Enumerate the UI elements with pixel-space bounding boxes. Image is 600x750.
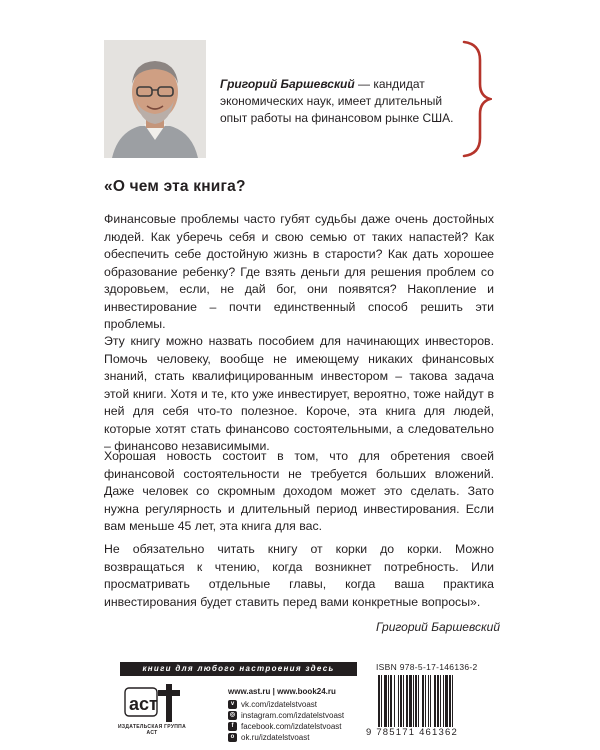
- barcode: [376, 675, 486, 727]
- barcode-bar: [398, 675, 399, 727]
- barcode-bar: [437, 675, 439, 727]
- instagram-icon: ◎: [229, 712, 236, 718]
- barcode-bar: [452, 675, 453, 727]
- social-link-text: instagram.com/izdatelstvoast: [241, 711, 345, 720]
- barcode-bar: [390, 675, 392, 727]
- social-link-text: facebook.com/izdatelstvoast: [241, 722, 342, 731]
- barcode-bar: [425, 675, 426, 727]
- social-link-text: vk.com/izdatelstvoast: [241, 700, 318, 709]
- isbn: ISBN 978-5-17-146136-2: [376, 662, 478, 672]
- barcode-digits: 9 785171 461362: [366, 727, 458, 738]
- social-link-odnoklassniki[interactable]: [228, 732, 344, 743]
- tagline-bar: книги для любого настроения здесь: [120, 662, 357, 676]
- svg-text:аст: аст: [129, 694, 158, 714]
- intro-title: «О чем эта книга?: [104, 178, 246, 195]
- author-bio-text: — кандидат экономических наук, имеет длительный опыт работы на финансовом рынке США.: [220, 77, 454, 125]
- social-link-instagram[interactable]: [228, 710, 344, 721]
- odnoklassniki-icon: о: [228, 733, 237, 742]
- ast-logo: [124, 684, 180, 722]
- barcode-bar: [440, 675, 441, 727]
- publisher-name: ИЗДАТЕЛЬСКАЯ ГРУППА АСТ: [118, 724, 186, 736]
- barcode-bar: [445, 675, 448, 727]
- body-paragraph-2: Эту книгу можно назвать пособием для начинающих инвесторов. Помочь человеку, вообще не имеющему никаких финансовых знаний, стать квалифицированным инвестором – такова задача этой книги. Хотя и те, кто уже инвестирует, вероятно, тоже найдут в ней для себя что-то полезное. Короче, эта книга для людей, которые хотят стать финансово состоятельными, а следовательно – финансово независимыми.: [104, 334, 494, 453]
- barcode-bar: [381, 675, 382, 727]
- barcode-bar: [384, 675, 387, 727]
- publisher-links: [228, 686, 344, 743]
- barcode-bar: [403, 675, 404, 727]
- barcode-bar: [428, 675, 429, 727]
- social-link-facebook[interactable]: [228, 721, 344, 732]
- facebook-icon: f: [228, 722, 237, 731]
- barcode-bar: [418, 675, 419, 727]
- author-name: Григорий Баршевский: [220, 77, 355, 91]
- barcode-bar: [400, 675, 402, 727]
- social-link-text: ok.ru/izdatelstvoast: [241, 733, 310, 742]
- body-paragraph-4: Не обязательно читать книгу от корки до корки. Можно возвращаться к чтению, когда возникнет потребность. Или просматривать отдельные главы, когда ваша практика инвестирования будет ставить перед вами конкретные вопросы».: [104, 542, 494, 609]
- social-link-vk[interactable]: [228, 699, 344, 710]
- author-photo: [104, 40, 206, 158]
- barcode-bar: [413, 675, 414, 727]
- barcode-bar: [430, 675, 431, 727]
- signature: Григорий Баршевский: [376, 620, 500, 634]
- barcode-bar: [394, 675, 395, 727]
- barcode-bar: [443, 675, 444, 727]
- barcode-bar: [422, 675, 424, 727]
- decorative-brace: [458, 40, 492, 158]
- barcode-bar: [415, 675, 417, 727]
- barcode-bar: [449, 675, 451, 727]
- body-paragraph-3: Хорошая новость состоит в том, что для обретения своей финансовой состоятельности не требуется больших вложений. Даже человек со скромным доходом может это сделать. Зато нужна регулярность и длительный период инвестирования. Если вам меньше 45 лет, эта книга для вас.: [104, 449, 494, 533]
- barcode-bar: [378, 675, 380, 727]
- vk-icon: v: [228, 700, 237, 709]
- barcode-bar: [388, 675, 389, 727]
- barcode-bar: [406, 675, 408, 727]
- website-links[interactable]: www.ast.ru | www.book24.ru: [228, 687, 336, 696]
- author-bio: [220, 76, 460, 127]
- body-paragraph-1: Финансовые проблемы часто губят судьбы даже очень достойных людей. Как уберечь себя и свою семью от таких напастей? Как обеспечить себе достойную жизнь в старости? Как дать хорошее образование ребенку? Где взять деньги для решения проблем со здоровьем, если, не дай бог, они появятся? Накопление и инвестирование – почти единственный способ решить эти проблемы.: [104, 212, 494, 331]
- barcode-bar: [434, 675, 436, 727]
- barcode-bar: [409, 675, 412, 727]
